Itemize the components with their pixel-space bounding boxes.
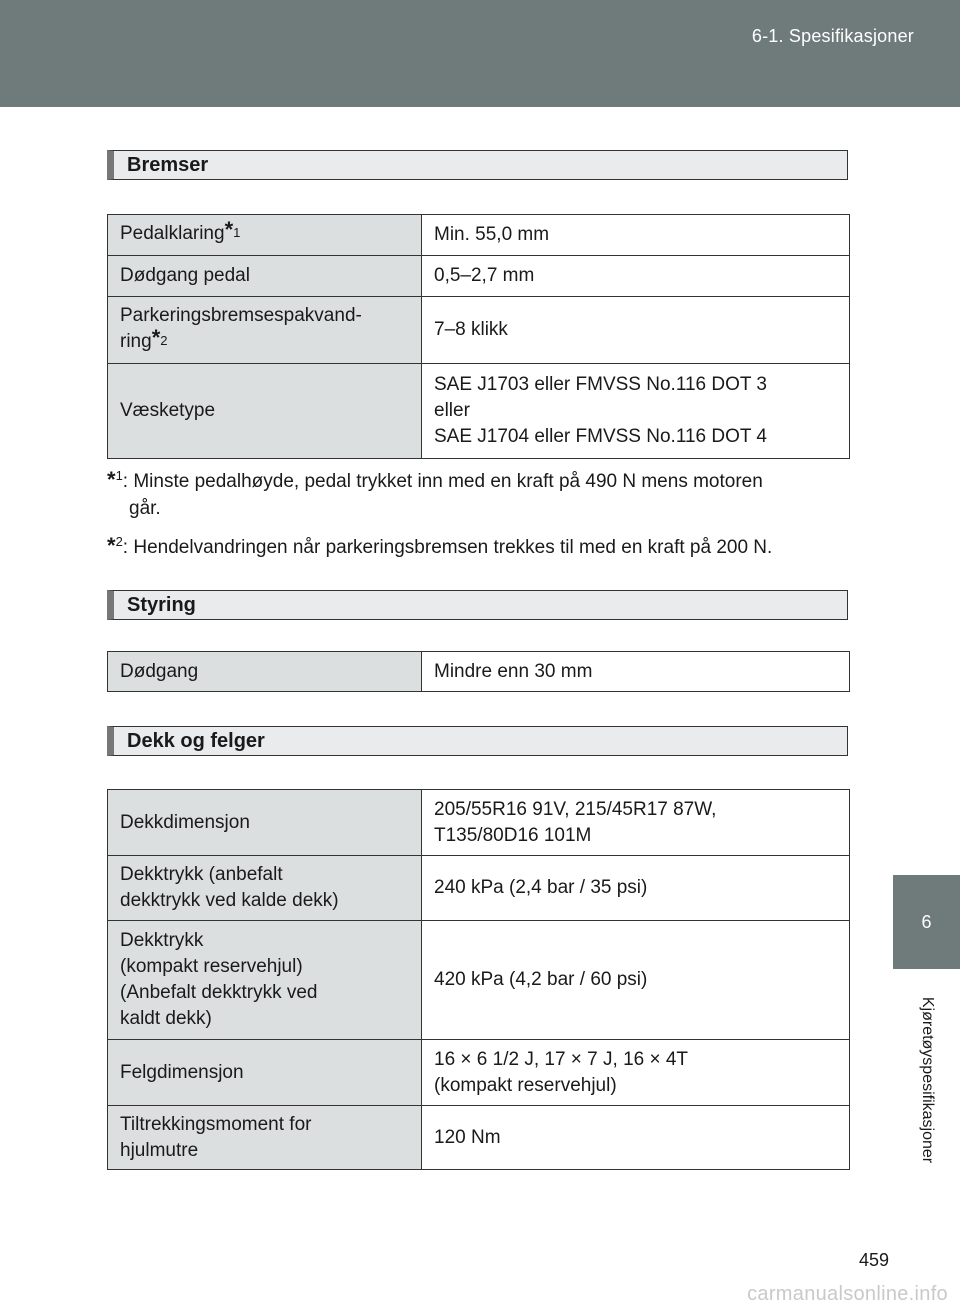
table-cell-value: 7–8 klikk xyxy=(422,297,850,364)
table-cell-label: Parkeringsbremsespakvand- ring$^{*2}$ xyxy=(108,297,422,364)
table-cell-value: 420 kPa (4,2 bar / 60 psi) xyxy=(422,921,850,1040)
table-cell-label: Dekktrykk (anbefalt dekktrykk ved kalde dekk) xyxy=(108,856,422,921)
table-row xyxy=(108,215,850,256)
table-cell-label: Tiltrekkingsmoment for hjulmutre xyxy=(108,1106,422,1170)
side-tab-number: 6 xyxy=(893,875,960,969)
table-row xyxy=(108,790,850,856)
tires-table xyxy=(107,789,850,1170)
table-cell-value: Min. 55,0 mm xyxy=(422,215,850,256)
table-cell-label: Pedalklaring$^{*1}$ xyxy=(108,215,422,256)
table-cell-label: Dekkdimensjon xyxy=(108,790,422,856)
table-cell-value: 120 Nm xyxy=(422,1106,850,1170)
table-cell-label: Dekktrykk (kompakt reservehjul) (Anbefalt dekktrykk ved kaldt dekk) xyxy=(108,921,422,1040)
table-cell-label: Dødgang pedal xyxy=(108,256,422,297)
table-cell-label: Væsketype xyxy=(108,364,422,459)
table-row xyxy=(108,256,850,297)
table-cell-label: Felgdimensjon xyxy=(108,1040,422,1106)
chapter-title: 6-1. Spesifikasjoner xyxy=(751,26,914,46)
table-row xyxy=(108,856,850,921)
brakes-table xyxy=(107,214,850,459)
header-bar xyxy=(0,0,960,107)
table-row xyxy=(108,297,850,364)
page-number: 459 xyxy=(858,1250,889,1270)
table-cell-value: 240 kPa (2,4 bar / 35 psi) xyxy=(422,856,850,921)
table-cell-value: 0,5–2,7 mm xyxy=(422,256,850,297)
table-cell-value: SAE J1703 eller FMVSS No.116 DOT 3 eller SAE J1704 eller FMVSS No.116 DOT 4 xyxy=(422,364,850,459)
watermark: carmanualsonline.info xyxy=(747,1283,948,1305)
table-cell-label: Dødgang xyxy=(108,652,422,692)
side-tab xyxy=(893,975,960,1185)
footnote-2: *$^2$: Hendelvandringen når parkeringsbremsen trekkes til med en kraft på 200 N. xyxy=(107,533,773,558)
table-cell-value: 16 × 6 1/2 J, 17 × 7 J, 16 × 4T (kompakt reservehjul) xyxy=(422,1040,850,1106)
table-row xyxy=(108,921,850,1040)
section-heading-steering: Styring xyxy=(107,590,848,620)
steering-table xyxy=(107,651,850,692)
table-row xyxy=(108,1106,850,1170)
table-row xyxy=(108,1040,850,1106)
side-tab-label: Kjøretøyspesifikasjoner xyxy=(918,996,936,1164)
footnote-1: *$^1$: Minste pedalhøyde, pedal trykket inn med en kraft på 490 N mens motoren går. xyxy=(107,467,763,519)
section-heading-tires: Dekk og felger xyxy=(107,726,848,756)
section-heading-brakes: Bremser xyxy=(107,150,848,180)
table-row xyxy=(108,652,850,692)
table-row xyxy=(108,364,850,459)
table-cell-value: 205/55R16 91V, 215/45R17 87W, T135/80D16 101M xyxy=(422,790,850,856)
table-cell-value: Mindre enn 30 mm xyxy=(422,652,850,692)
